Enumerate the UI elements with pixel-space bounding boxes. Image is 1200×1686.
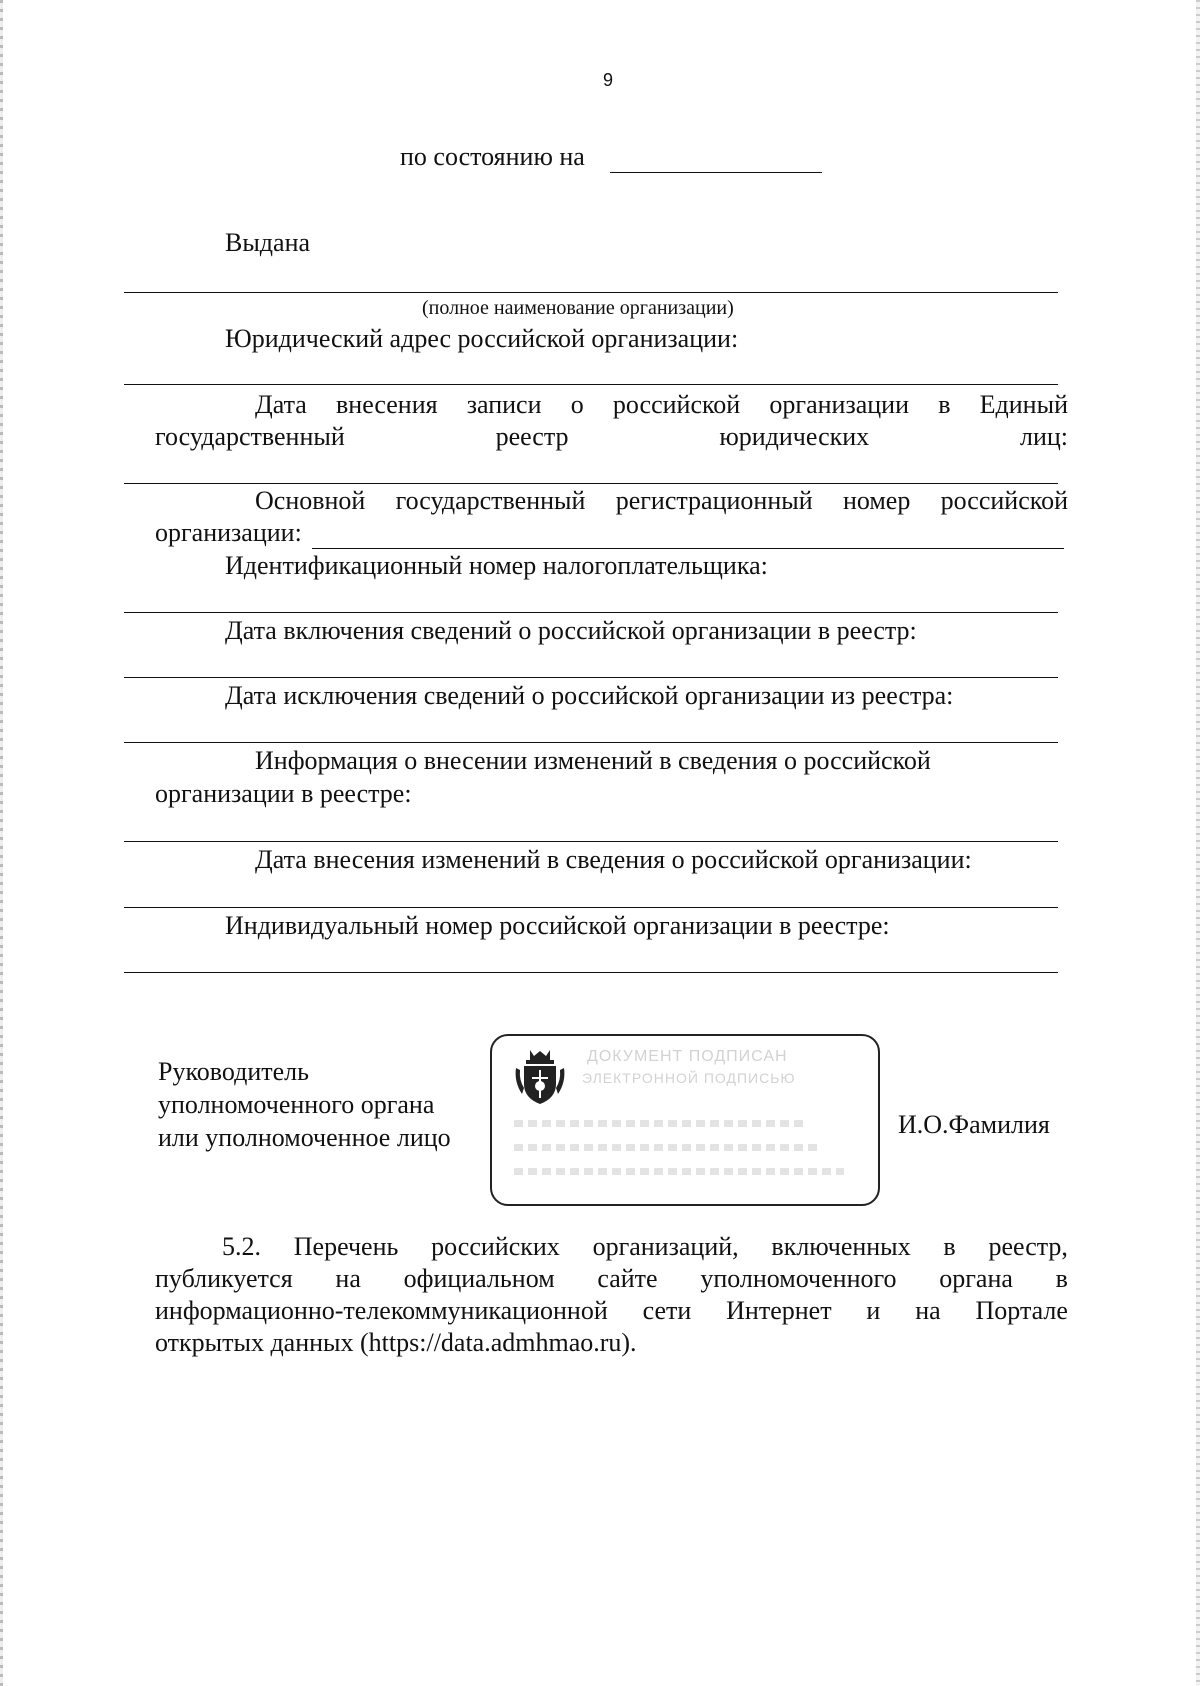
ogrn-word: Основной xyxy=(255,486,366,515)
electronic-signature-stamp xyxy=(490,1034,880,1206)
clause-word: органа xyxy=(939,1264,1013,1293)
clause-word: в xyxy=(943,1232,956,1261)
clause-word: сайте xyxy=(597,1264,658,1293)
clause-word: на xyxy=(335,1264,361,1293)
clause-word: уполномоченного xyxy=(700,1264,897,1293)
clause-line1 xyxy=(222,1232,1068,1262)
legal-address-label: Юридический адрес российской организации: xyxy=(225,324,739,353)
egrul-word: реестр xyxy=(495,422,569,451)
signatory-line2: уполномоченного органа xyxy=(158,1090,435,1119)
as-of-date-line xyxy=(610,172,822,173)
clause-line2 xyxy=(155,1264,1068,1294)
ogrn-value-line xyxy=(312,548,1064,549)
clause-word: сети xyxy=(642,1296,692,1325)
egrul-date-line2 xyxy=(155,422,1068,452)
clause-word: российских xyxy=(431,1232,560,1261)
ogrn-word: номер xyxy=(842,486,911,515)
egrul-word: лиц: xyxy=(1019,422,1068,451)
exclusion-date-label: Дата исключения сведений о российской организации из реестра: xyxy=(225,681,954,710)
ogrn-word: государственный xyxy=(395,486,586,515)
egrul-word: записи xyxy=(466,390,542,419)
clause-word: и xyxy=(866,1296,881,1325)
clause-line4: открытых данных (https://data.admhmao.ru). xyxy=(155,1328,637,1357)
signer-name: И.О.Фамилия xyxy=(898,1110,1050,1139)
stamp-detail-line xyxy=(514,1168,844,1175)
exclusion-date-line xyxy=(124,742,1058,743)
stamp-detail-line xyxy=(514,1120,804,1127)
stamp-header-line1: ДОКУМЕНТ ПОДПИСАН xyxy=(587,1048,788,1065)
inclusion-date-line xyxy=(124,677,1058,678)
clause-word: в xyxy=(1055,1264,1068,1293)
org-name-caption: (полное наименование организации) xyxy=(422,297,734,319)
clause-word: организаций, xyxy=(592,1232,739,1261)
clause-line3 xyxy=(155,1296,1068,1326)
clause-word: официальном xyxy=(403,1264,555,1293)
individual-number-line xyxy=(124,972,1058,973)
changes-info-line xyxy=(124,841,1058,842)
org-name-line xyxy=(124,292,1058,293)
clause-word: на xyxy=(915,1296,941,1325)
scan-edge-left xyxy=(0,0,3,1686)
coat-of-arms-icon xyxy=(512,1048,568,1108)
egrul-date-line1 xyxy=(255,390,1068,420)
clause-word: публикуется xyxy=(155,1264,293,1293)
ogrn-word: российской xyxy=(940,486,1068,515)
inclusion-date-label: Дата включения сведений о российской организации в реестр: xyxy=(225,616,917,645)
ogrn-line1 xyxy=(255,486,1068,516)
changes-info-line1: Информация о внесении изменений в сведения о российской xyxy=(255,746,931,775)
clause-word: включенных xyxy=(771,1232,911,1261)
ogrn-line2: организации: xyxy=(155,518,302,547)
changes-date-line xyxy=(124,907,1058,908)
egrul-word: в xyxy=(938,390,951,419)
clause-word: 5.2. xyxy=(222,1232,261,1261)
individual-number-label: Индивидуальный номер российской организации в реестре: xyxy=(225,911,890,940)
egrul-word: российской xyxy=(612,390,741,419)
clause-word: Перечень xyxy=(293,1232,399,1261)
ogrn-word: регистрационный xyxy=(615,486,813,515)
changes-date-label: Дата внесения изменений в сведения о российской организации: xyxy=(255,845,972,874)
egrul-word: юридических xyxy=(719,422,870,451)
stamp-detail-line xyxy=(514,1144,819,1151)
clause-word: Интернет xyxy=(726,1296,832,1325)
egrul-word: о xyxy=(570,390,584,419)
egrul-word: внесения xyxy=(336,390,438,419)
clause-word: информационно-телекоммуникационной xyxy=(155,1296,608,1325)
as-of-label: по состоянию на xyxy=(400,142,585,171)
signatory-line1: Руководитель xyxy=(158,1057,309,1086)
egrul-word: Единый xyxy=(979,390,1068,419)
signatory-line3: или уполномоченное лицо xyxy=(158,1123,451,1152)
egrul-date-line xyxy=(124,483,1058,484)
inn-label: Идентификационный номер налогоплательщика: xyxy=(225,551,768,580)
clause-word: реестр, xyxy=(988,1232,1068,1261)
stamp-header-line2: ЭЛЕКТРОННОЙ ПОДПИСЬЮ xyxy=(582,1070,796,1086)
egrul-word: организации xyxy=(769,390,909,419)
clause-word: Портале xyxy=(975,1296,1068,1325)
issued-label: Выдана xyxy=(225,228,311,257)
egrul-word: государственный xyxy=(155,422,345,451)
page-number: 9 xyxy=(603,70,614,90)
scan-edge-right xyxy=(1196,0,1200,1686)
changes-info-line2: организации в реестре: xyxy=(155,779,412,808)
egrul-word: Дата xyxy=(255,390,307,419)
legal-address-line xyxy=(124,384,1058,385)
inn-value-line xyxy=(124,612,1058,613)
